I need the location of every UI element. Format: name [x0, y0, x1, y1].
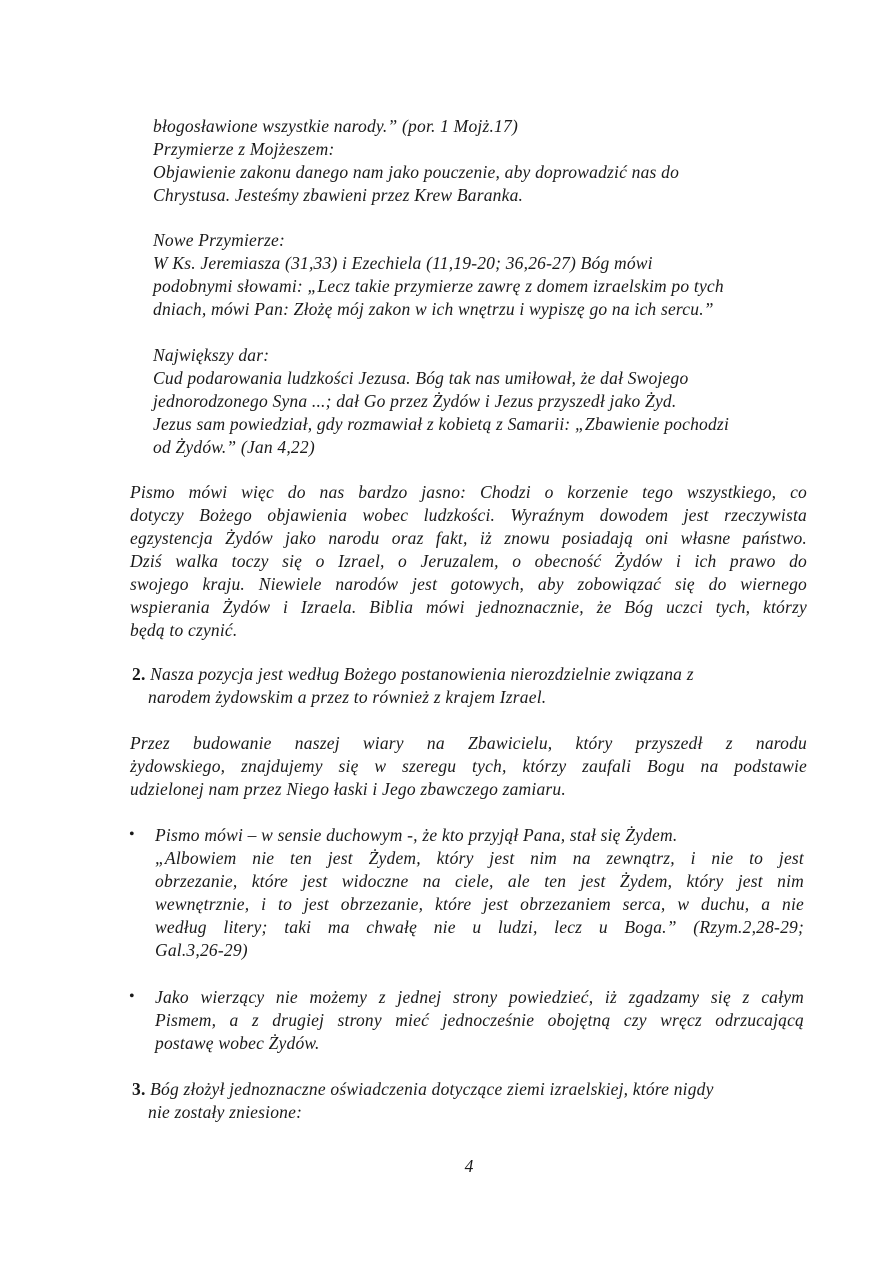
- bullet-icon: •: [129, 988, 135, 1005]
- section-heading: Przymierze z Mojżeszem:: [153, 139, 335, 159]
- paragraph-line: swojego kraju. Niewiele narodów jest gotowych, aby zobowiązać się do wiernego: [130, 574, 807, 594]
- item-number: 2.: [132, 664, 146, 684]
- item-text: Bóg złożył jednoznaczne oświadczenia dotyczące ziemi izraelskiej, które nigdy: [150, 1079, 714, 1099]
- text-line: Chrystusa. Jesteśmy zbawieni przez Krew Baranka.: [153, 185, 524, 205]
- text-line: dniach, mówi Pan: Złożę mój zakon w ich wnętrzu i wypiszę go na ich sercu.”: [153, 299, 714, 319]
- text-line: błogosławione wszystkie narody.” (por. 1 Mojż.17): [153, 116, 518, 136]
- bullet-text: wewnętrznie, i to jest obrzezanie, które jest obrzezaniem serca, w duchu, a nie: [155, 894, 804, 914]
- item-text: nie zostały zniesione:: [148, 1102, 303, 1122]
- paragraph-line: Dziś walka toczy się o Izrael, o Jeruzalem, o obecność Żydów i ich prawo do: [130, 551, 807, 571]
- item-text: narodem żydowskim a przez to również z krajem Izrael.: [148, 687, 547, 707]
- item-text: Nasza pozycja jest według Bożego postanowienia nierozdzielnie związana z: [150, 664, 694, 684]
- numbered-item-3: [132, 1078, 714, 1100]
- bullet-text: Pismo mówi – w sensie duchowym -, że kto przyjął Pana, stał się Żydem.: [155, 825, 678, 845]
- bullet-text: obrzezanie, które jest widoczne na ciele, ale ten jest Żydem, który jest nim: [155, 871, 804, 891]
- bullet-text: postawę wobec Żydów.: [155, 1033, 320, 1053]
- paragraph-line: dotyczy Bożego objawienia wobec ludzkości. Wyraźnym dowodem jest rzeczywista: [130, 505, 807, 525]
- text-line: podobnymi słowami: „Lecz takie przymierze zawrę z domem izraelskim po tych: [153, 276, 724, 296]
- bullet-text: „Albowiem nie ten jest Żydem, który jest nim na zewnątrz, i nie to jest: [155, 848, 804, 868]
- paragraph-line: Przez budowanie naszej wiary na Zbawicielu, który przyszedł z narodu: [130, 733, 807, 753]
- text-line: Objawienie zakonu danego nam jako pouczenie, aby doprowadzić nas do: [153, 162, 680, 182]
- bullet-text: Jako wierzący nie możemy z jednej strony powiedzieć, iż zgadzamy się z całym: [155, 987, 804, 1007]
- paragraph-line: Pismo mówi więc do nas bardzo jasno: Chodzi o korzenie tego wszystkiego, co: [130, 482, 807, 502]
- bullet-text: Pismem, a z drugiej strony mieć jednocześnie obojętną czy wręcz odrzucającą: [155, 1010, 804, 1030]
- item-number: 3.: [132, 1079, 146, 1099]
- paragraph-line: udzielonej nam przez Niego łaski i Jego zbawczego zamiaru.: [130, 779, 566, 799]
- paragraph-line: egzystencja Żydów jako narodu oraz fakt, iż znowu posiadają oni własne państwo.: [130, 528, 807, 548]
- section-heading: Nowe Przymierze:: [153, 230, 285, 250]
- bullet-text: Gal.3,26-29): [155, 940, 248, 960]
- text-line: od Żydów.” (Jan 4,22): [153, 437, 315, 457]
- text-line: Jezus sam powiedział, gdy rozmawiał z kobietą z Samarii: „Zbawienie pochodzi: [153, 414, 730, 434]
- page-number: 4: [464, 1156, 474, 1176]
- paragraph-line: będą to czynić.: [130, 620, 238, 640]
- section-heading: Największy dar:: [153, 345, 270, 365]
- bullet-text: według litery; taki ma chwałę nie u ludzi, lecz u Boga.” (Rzym.2,28-29;: [155, 917, 804, 937]
- paragraph-line: wspierania Żydów i Izraela. Biblia mówi jednoznacznie, że Bóg uczci tych, którzy: [130, 597, 807, 617]
- bullet-icon: •: [129, 826, 135, 843]
- text-line: Cud podarowania ludzkości Jezusa. Bóg tak nas umiłował, że dał Swojego: [153, 368, 689, 388]
- text-line: W Ks. Jeremiasza (31,33) i Ezechiela (11,19-20; 36,26-27) Bóg mówi: [153, 253, 653, 273]
- paragraph-line: żydowskiego, znajdujemy się w szeregu tych, którzy zaufali Bogu na podstawie: [130, 756, 807, 776]
- text-line: jednorodzonego Syna ...; dał Go przez Żydów i Jezus przyszedł jako Żyd.: [153, 391, 677, 411]
- numbered-item-2: [132, 663, 694, 685]
